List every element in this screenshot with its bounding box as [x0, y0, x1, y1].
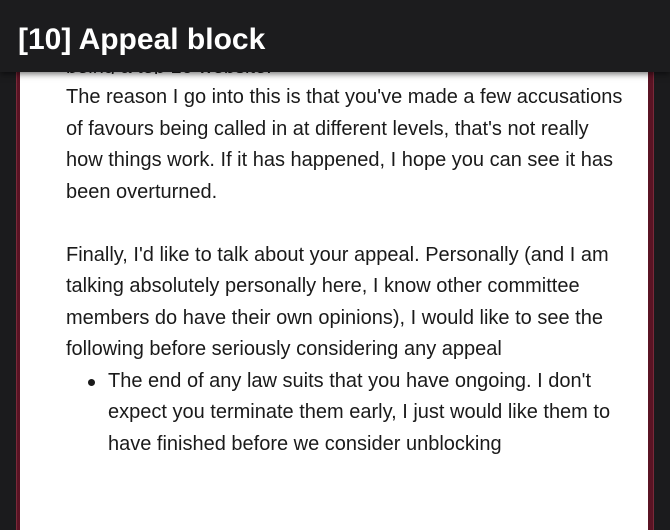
paragraph-reasons: The reason I go into this is that you've made a few accusations of favours being called in at different levels, that's not really how things work. If it has happened, I hope you can see it has been overturned.	[66, 86, 623, 203]
list-item: The end of any law suits that you have ongoing. I don't expect you terminate them early, I just would like them to have finished before we consider unblocking	[108, 366, 626, 461]
paragraph-spacer	[66, 208, 626, 240]
content-card[interactable]	[20, 60, 648, 530]
title-bar	[0, 0, 670, 72]
body-text	[66, 60, 626, 460]
paragraph-appeal: Finally, I'd like to talk about your appeal. Personally (and I am talking absolutely personally here, I know other committee members do have their own opinions), I would like to see the following before seriously considering any appeal	[66, 243, 609, 360]
page-title: [10] Appeal block	[18, 23, 266, 56]
appeal-conditions-list	[66, 366, 626, 461]
